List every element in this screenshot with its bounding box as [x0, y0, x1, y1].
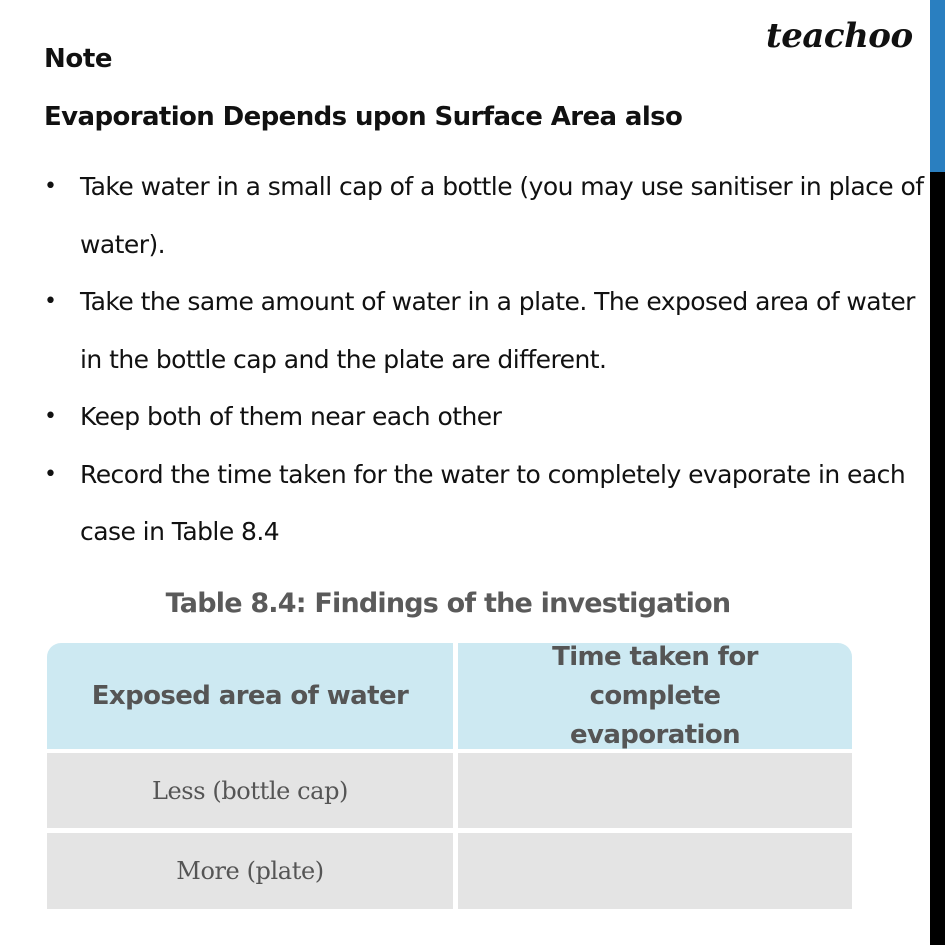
bullet-marker: •	[44, 461, 57, 487]
table-cell-area-less: Less (bottle cap)	[47, 753, 453, 828]
header-time-taken	[458, 643, 852, 749]
bullet-text: Keep both of them near each other	[80, 402, 502, 431]
table-cell-time-more	[458, 833, 852, 909]
bullet-item	[44, 158, 924, 273]
bullet-list	[44, 158, 924, 561]
bullet-marker: •	[44, 404, 57, 429]
teachoo-logo: teachoo	[766, 16, 913, 56]
section-title: Evaporation Depends upon Surface Area also	[44, 102, 683, 132]
table-cell-area-more: More (plate)	[47, 833, 453, 909]
bullet-text: Take water in a small cap of a bottle (you may use sanitiser in place of water).	[80, 172, 924, 259]
side-bar-accent	[930, 0, 945, 172]
bullet-item	[44, 446, 924, 561]
bullet-item	[44, 388, 924, 446]
table-caption: Table 8.4: Findings of the investigation	[165, 588, 731, 619]
bullet-text: Record the time taken for the water to completely evaporate in each case in Table 8.4	[80, 459, 906, 546]
table-cell-time-less	[458, 753, 852, 828]
bullet-text: Take the same amount of water in a plate. The exposed area of water in the bottle cap and the plate are different.	[80, 287, 915, 374]
header-time-taken-label: Time taken for complete evaporation	[552, 641, 758, 750]
findings-table	[47, 643, 852, 911]
note-heading: Note	[44, 44, 113, 74]
bullet-marker: •	[44, 174, 57, 199]
header-exposed-area: Exposed area of water	[47, 643, 453, 749]
bullet-marker: •	[44, 289, 57, 314]
bullet-item	[44, 273, 924, 388]
